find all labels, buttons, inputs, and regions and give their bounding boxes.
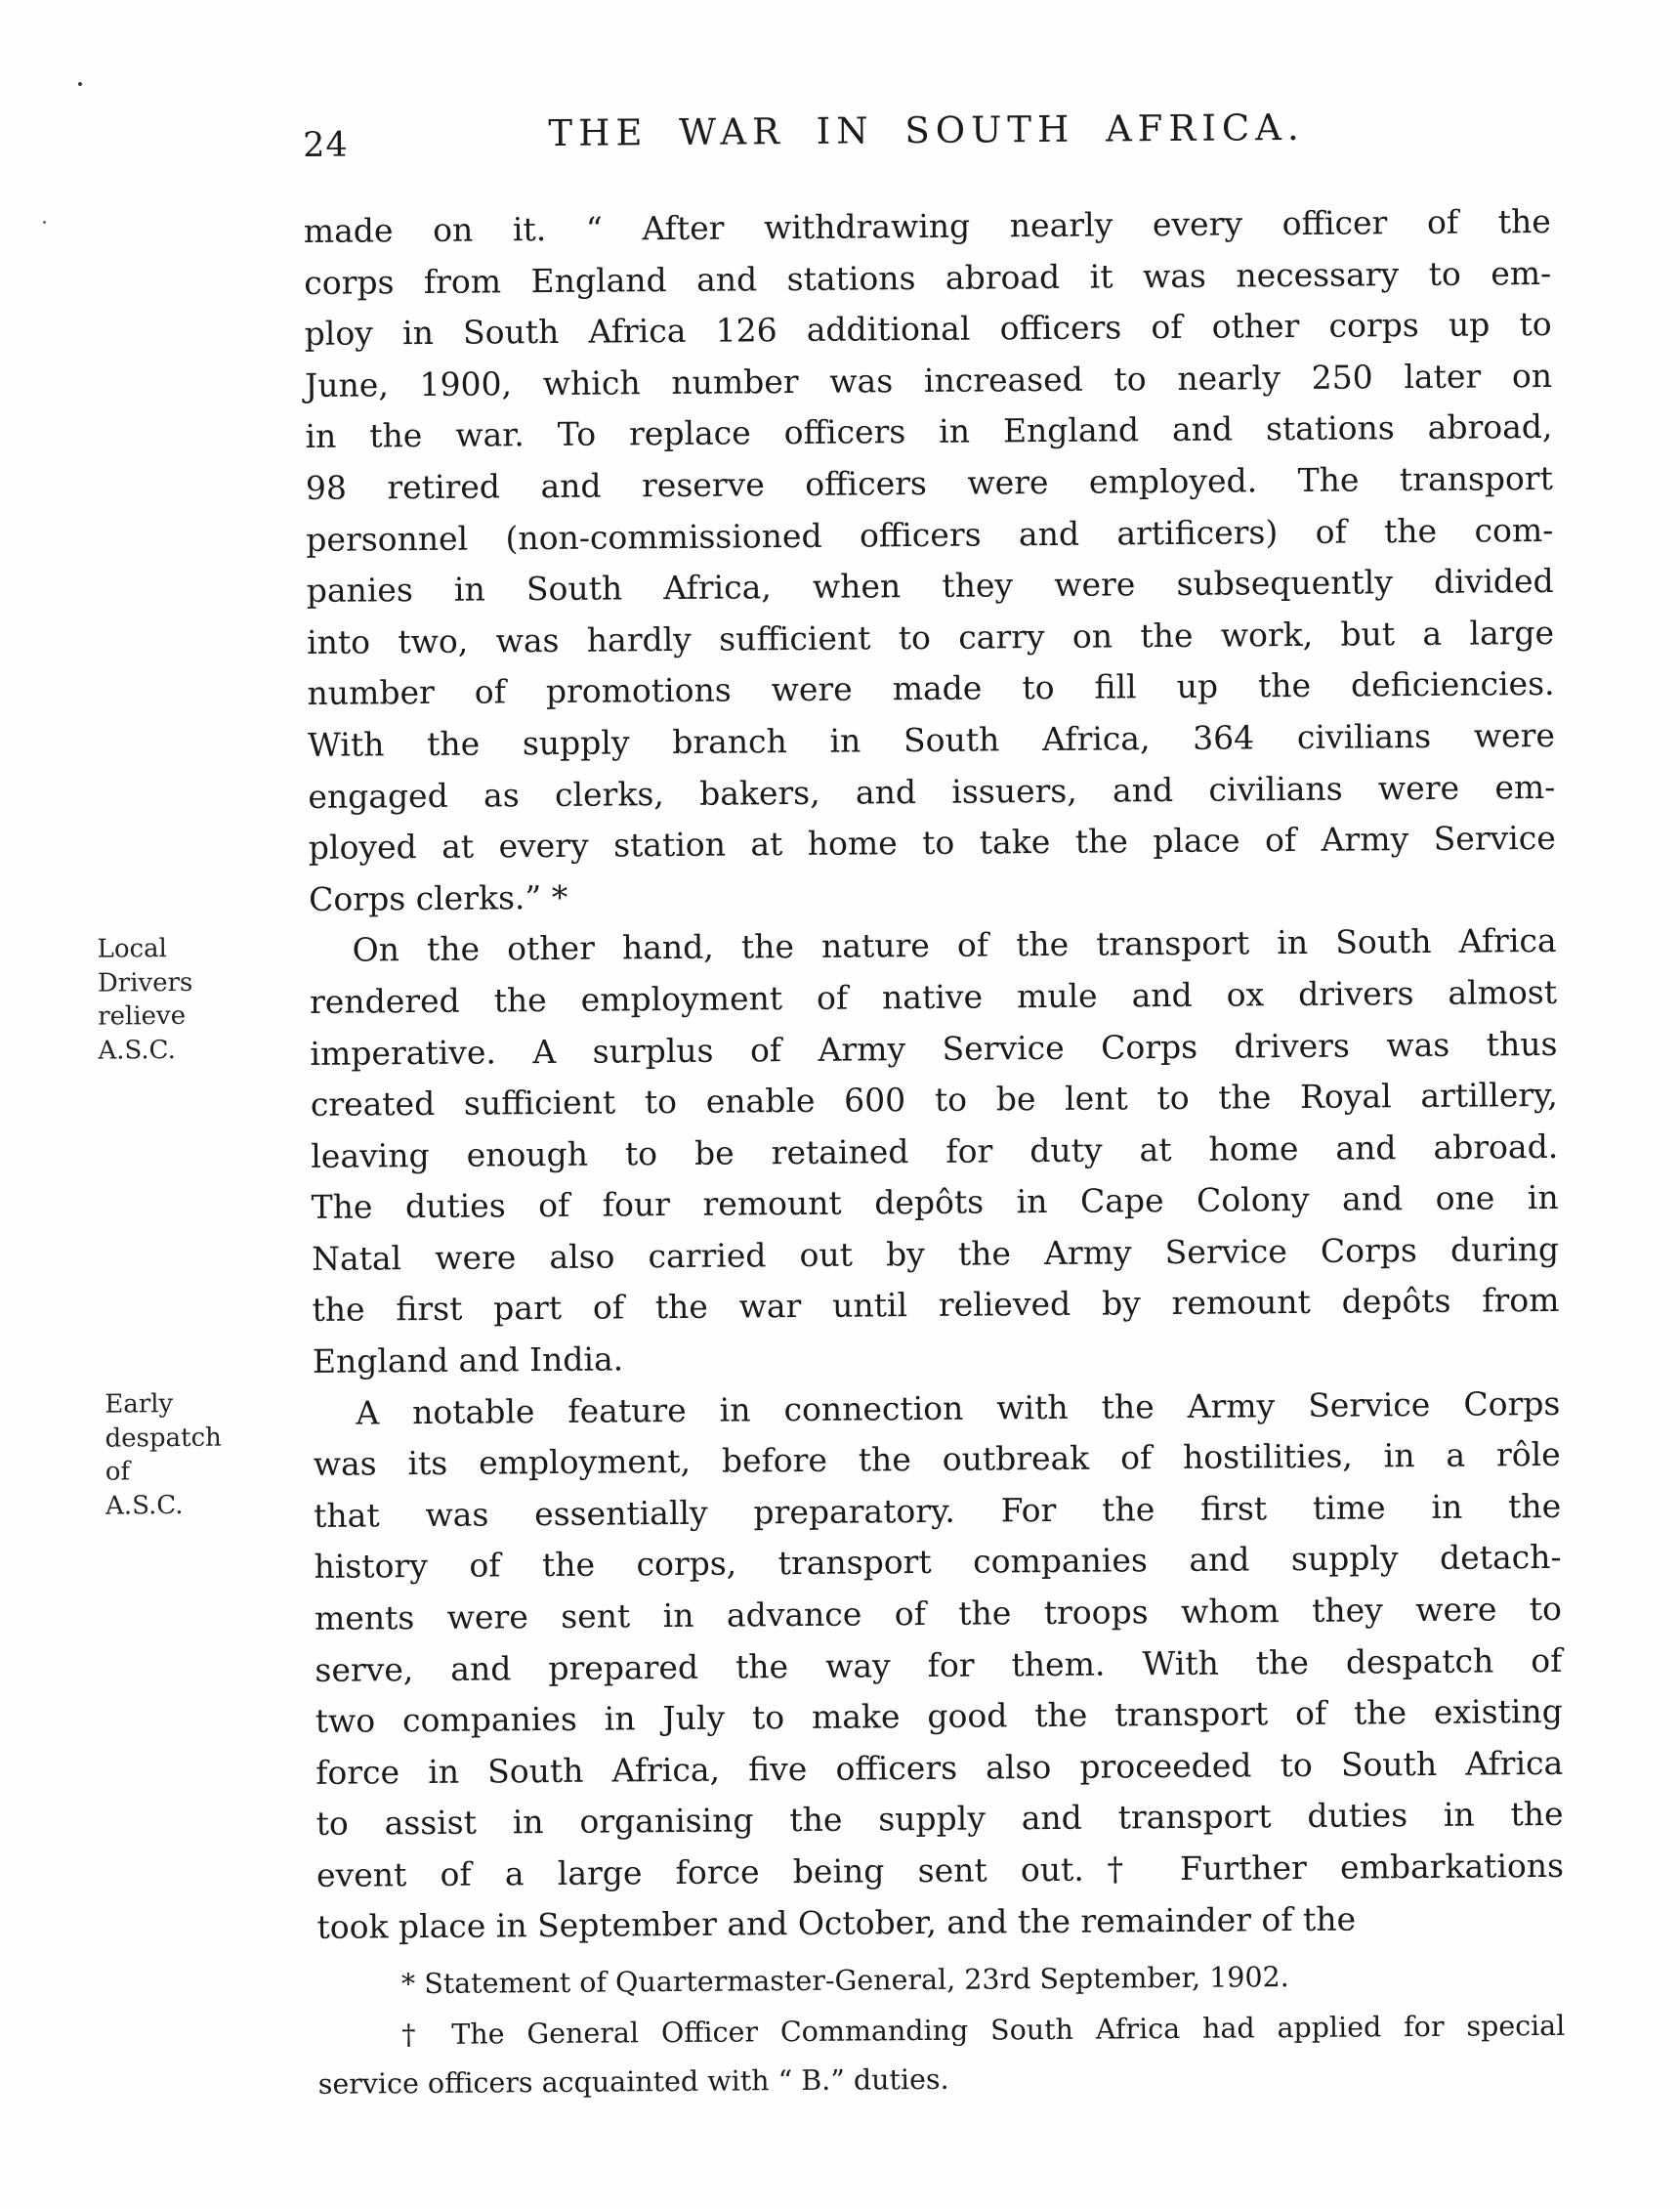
footnotes-block: [317, 1951, 1566, 2109]
text-line: Drivers: [97, 967, 193, 998]
text-line: event of a large force being sent out.† Further embarkations: [315, 1846, 1565, 1894]
body-paragraph-1: [304, 196, 1557, 925]
text-line: despatch: [105, 1423, 222, 1454]
text-line: serve, and prepared the way for them. With the despatch of: [315, 1640, 1563, 1689]
text-line: service officers acquainted with “ B.” duties.: [317, 2062, 949, 2101]
text-line: personnel (non-commissioned officers and artificers) of the com-: [306, 510, 1554, 559]
text-line: to assist in organising the supply and transport duties in the: [315, 1795, 1564, 1844]
text-line: ments were sent in advance of the troops whom they were to: [314, 1589, 1563, 1637]
text-line: Early: [105, 1389, 174, 1420]
text-line: The duties of four remount depôts in Cape Colony and one in: [311, 1178, 1559, 1227]
footnote-dagger: [317, 2002, 1566, 2109]
page-number: 24: [303, 125, 349, 165]
text-line: ploy in South Africa 126 additional officers of other corps up to: [304, 305, 1552, 354]
text-line: made on it. “ After withdrawing nearly every officer of the: [303, 201, 1551, 250]
body-text-column: [304, 196, 1565, 1953]
text-line: in the war. To replace officers in England and stations abroad,: [305, 407, 1553, 456]
text-line: of: [105, 1457, 131, 1487]
text-line: corps from England and stations abroad it was necessary to em-: [304, 253, 1552, 302]
text-line: was its employment, before the outbreak of hostilities, in a rôle: [313, 1435, 1561, 1484]
text-line: 98 retired and reserve officers were employed. The transport: [305, 458, 1554, 507]
margin-note-local-drivers-relieve-asc: [97, 931, 293, 1068]
text-line: leaving enough to be retained for duty at home and abroad.: [311, 1126, 1559, 1175]
body-paragraph-3: [313, 1379, 1565, 1954]
text-line: into two, was hardly sufficient to carry on the work, but a large: [306, 613, 1555, 661]
text-line: the first part of the war until relieved by remount depôts from: [312, 1281, 1560, 1330]
text-line: panies in South Africa, when they were subsequently divided: [306, 562, 1554, 611]
text-line: took place in September and October, and the remainder of the: [316, 1899, 1357, 1946]
text-line: A.S.C.: [105, 1490, 184, 1521]
text-line: two companies in July to make good the transport of the existing: [315, 1692, 1563, 1741]
text-line: A.S.C.: [98, 1035, 176, 1066]
text-line: created sufficient to enable 600 to be lent to the Royal artillery,: [310, 1076, 1558, 1125]
text-line: Natal were also carried out by the Army Service Corps during: [311, 1229, 1560, 1278]
text-line: history of the corps, transport companies and supply detach-: [314, 1538, 1562, 1587]
text-line: ployed at every station at home to take the place of Army Service: [308, 819, 1556, 868]
text-line: force in South Africa, five officers also proceeded to South Africa: [315, 1743, 1564, 1792]
text-line: engaged as clerks, bakers, and issuers, and civilians were em-: [308, 767, 1556, 816]
text-line: A notable feature in connection with the Army Service Corps: [356, 1383, 1561, 1432]
text-line: rendered the employment of native mule and ox drivers almost: [309, 972, 1558, 1021]
text-line: relieve: [98, 1000, 187, 1032]
text-line: Local: [97, 934, 168, 964]
footnote-asterisk: [317, 1951, 1565, 2010]
text-line: imperative. A surplus of Army Service Corps drivers was thus: [310, 1024, 1558, 1073]
text-line: Corps clerks.” *: [309, 877, 568, 918]
text-line: * Statement of Quartermaster-General, 23rd September, 1902.: [400, 1961, 1289, 2001]
text-line: June, 1900, which number was increased to nearly 250 later on: [304, 356, 1553, 404]
running-head-title: THE WAR IN SOUTH AFRICA.: [548, 106, 1305, 154]
text-line: that was essentially preparatory. For the first time in the: [314, 1486, 1562, 1535]
margin-note-early-despatch-of-asc: [105, 1386, 301, 1523]
text-line: England and India.: [312, 1339, 624, 1381]
text-line: † The General Officer Commanding South Africa had applied for special: [401, 2009, 1566, 2052]
text-line: With the supply branch in South Africa, 364 civilians were: [307, 715, 1556, 764]
body-paragraph-2: [309, 915, 1560, 1387]
text-line: number of promotions were made to fill up the deficiencies.: [307, 664, 1555, 713]
text-line: On the other hand, the nature of the transport in South Africa: [352, 921, 1557, 969]
